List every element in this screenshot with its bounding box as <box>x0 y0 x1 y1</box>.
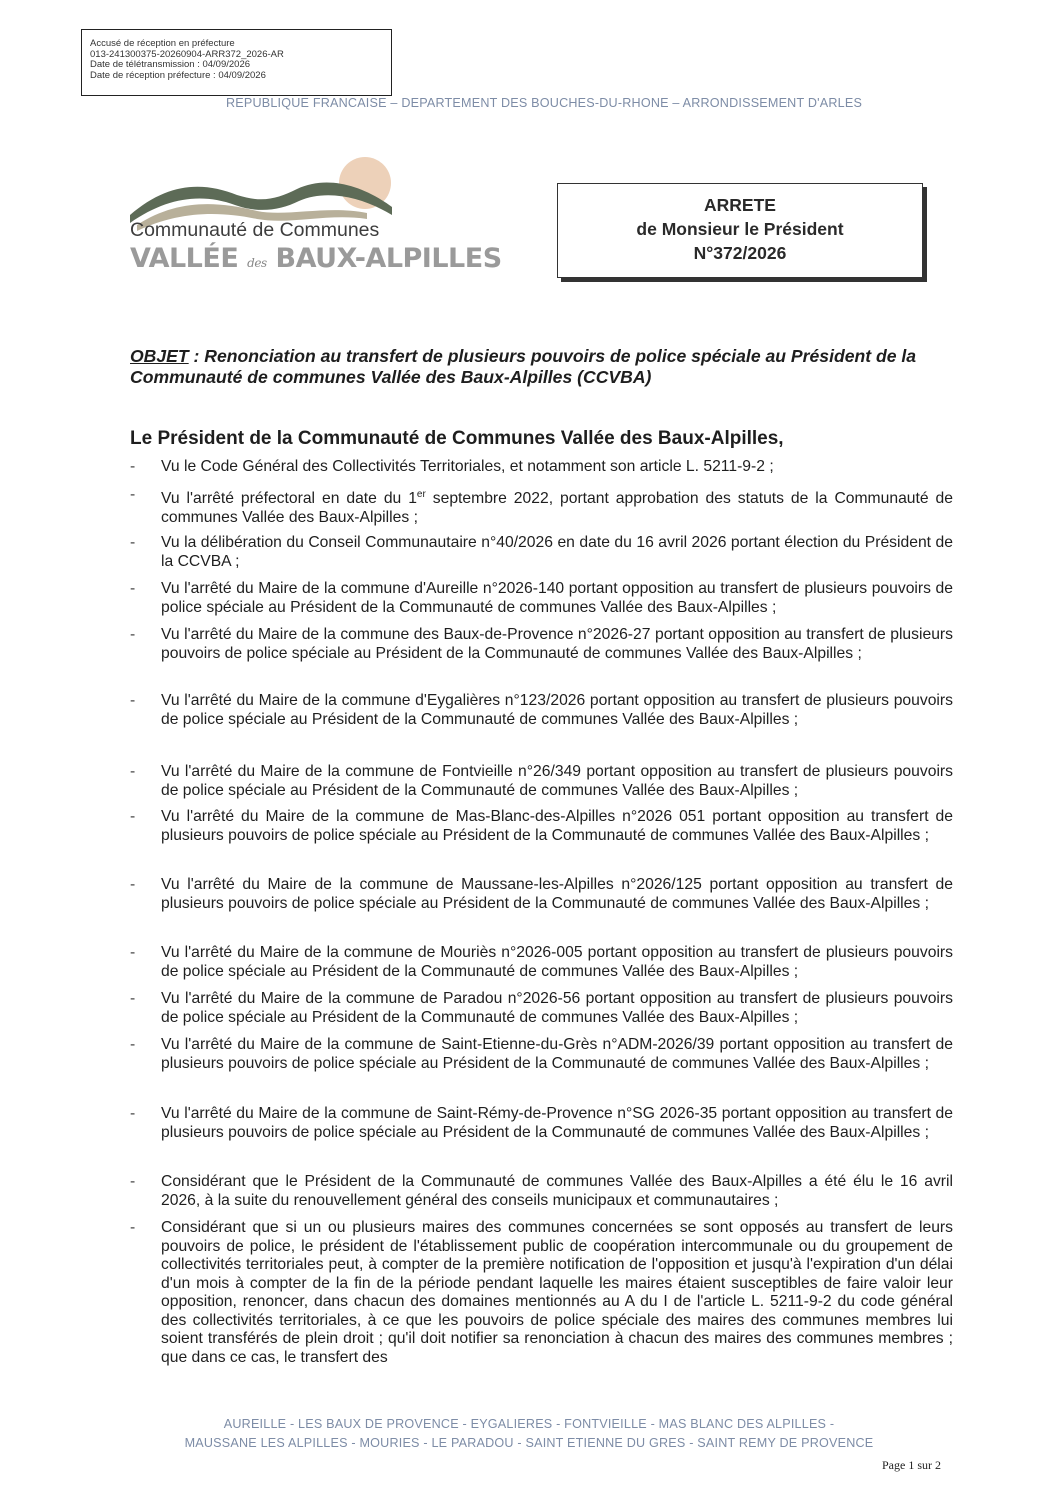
list-item <box>130 808 953 845</box>
list-item-text: Vu l'arrêté du Maire de la commune d'Eygalières n°123/2026 portant opposition au transfert de plusieurs pouvoirs de police spéciale au Président de la Communauté de communes Vallée des Baux-Alpilles ; <box>161 692 953 728</box>
list-item-text: Vu l'arrêté du Maire de la commune de Maussane-les-Alpilles n°2026/125 portant opposition au transfert de plusieurs pouvoirs de police spéciale au Président de la Communauté de communes Vallée des Baux-Alpilles ; <box>161 876 953 912</box>
stamp-line: Accusé de réception en préfecture <box>90 38 235 49</box>
list-item <box>130 1036 953 1073</box>
list-item-text: Considérant que le Président de la Communauté de communes Vallée des Baux-Alpilles a été élu le 16 avril 2026, à la suite du renouvellement général des conseils municipaux et communautaires ; <box>161 1173 953 1209</box>
list-item-text: Considérant que si un ou plusieurs maires des communes concernées se sont opposés au transfert de leurs pouvoirs de police, le président de l'établissement public de coopération intercommunale ou du groupement de collectivités territoriales peut, à compter de la première notification de l'opposition et jusqu'à l'expiration d'un délai d'un mois à compter de la fin de la période pendant laquelle les maires étaient susceptibles de faire valoir leur opposition, renoncer, dans chacun des domaines mentionnés au A du I de l'article L. 5211-9-2 du code général des collectivités territoriales, à ce que les pouvoirs de police spéciale des maires des communes membres lui soient transférés de plein droit ; qu'il doit notifier sa renonciation à chacun des maires des communes membres ; que dans ce cas, le transfert des <box>161 1219 953 1366</box>
list-item <box>130 763 953 800</box>
list-dash: - <box>130 876 136 893</box>
list-item-text: Vu l'arrêté du Maire de la commune de Saint-Etienne-du-Grès n°ADM-2026/39 portant opposition au transfert de plusieurs pouvoirs de police spéciale au Président de la Communauté de communes Vallée des Baux-Alpilles ; <box>161 1036 953 1072</box>
list-item <box>130 458 953 477</box>
list-item <box>130 486 953 527</box>
list-item <box>130 1219 953 1367</box>
list-item <box>130 580 953 617</box>
list-dash: - <box>130 534 136 551</box>
stamp-line: 013-241300375-20260904-ARR372_2026-AR <box>90 48 284 60</box>
list-item-text: Vu la délibération du Conseil Communautaire n°40/2026 en date du 16 avril 2026 portant élection du Président de la CCVBA ; <box>161 534 953 570</box>
list-dash: - <box>130 1173 136 1190</box>
list-item-text: Vu l'arrêté du Maire de la commune de Mouriès n°2026-005 portant opposition au transfert de plusieurs pouvoirs de police spéciale au Président de la Communauté de communes Vallée des Baux-Alpilles ; <box>161 944 953 980</box>
footer-communes-line-1: AUREILLE - LES BAUX DE PROVENCE - EYGALIERES - FONTVIEILLE - MAS BLANC DES ALPILLES - <box>223 1417 835 1431</box>
logo-title-right: BAUX-ALPILLES <box>275 243 502 274</box>
page-number: Page 1 sur 2 <box>882 1458 941 1472</box>
list-item <box>130 944 953 981</box>
list-item-text: Vu l'arrêté du Maire de la commune de Mas-Blanc-des-Alpilles n°2026 051 portant opposition au transfert de plusieurs pouvoirs de police spéciale au Président de la Communauté de communes Vallée des Baux-Alpilles ; <box>161 808 953 844</box>
list-dash: - <box>130 944 136 961</box>
footer-communes-line-2: MAUSSANE LES ALPILLES - MOURIES - LE PARADOU - SAINT ETIENNE DU GRES - SAINT REMY DE PROVENCE <box>184 1436 874 1450</box>
list-dash: - <box>130 1036 136 1053</box>
logo-name: Communauté de Communes <box>130 219 380 241</box>
list-item-sup: er <box>416 489 426 500</box>
list-item-text: Vu le Code Général des Collectivités Territoriales, et notamment son article L. 5211-9-2 ; <box>161 458 774 475</box>
list-item-text: Vu l'arrêté du Maire de la commune de Saint-Rémy-de-Provence n°SG 2026-35 portant opposition au transfert de plusieurs pouvoirs de police spéciale au Président de la Communauté de communes Vallée des Baux-Alpilles ; <box>161 1105 953 1141</box>
arrete-subtitle: de Monsieur le Président <box>636 219 844 239</box>
list-dash: - <box>130 580 136 597</box>
president-heading: Le Président de la Communauté de Communes Vallée des Baux-Alpilles, <box>130 428 784 449</box>
list-dash: - <box>130 486 136 503</box>
list-dash: - <box>130 1219 136 1236</box>
objet-paragraph <box>130 346 962 388</box>
list-item <box>130 1173 953 1210</box>
list-item-text: Vu l'arrêté du Maire de la commune d'Aureille n°2026-140 portant opposition au transfert de plusieurs pouvoirs de police spéciale au Président de la Communauté de communes Vallée des Baux-Alpilles ; <box>161 580 953 616</box>
list-dash: - <box>130 1105 136 1122</box>
logo-title <box>130 243 502 274</box>
republic-header: REPUBLIQUE FRANCAISE – DEPARTEMENT DES BOUCHES-DU-RHONE – ARRONDISSEMENT D'ARLES <box>225 96 863 110</box>
list-dash: - <box>130 692 136 709</box>
arrete-title: ARRETE <box>704 195 776 215</box>
list-item <box>130 1105 953 1142</box>
list-item <box>130 876 953 913</box>
stamp-line: Date de télétransmission : 04/09/2026 <box>90 59 251 70</box>
list-item <box>130 534 953 571</box>
list-item <box>130 990 953 1027</box>
arrete-title-box <box>557 183 923 278</box>
objet-text: : Renonciation au transfert de plusieurs pouvoirs de police spéciale au Président de la Communauté de communes Vallée des Baux-Alpilles (CCVBA) <box>130 346 917 387</box>
list-dash: - <box>130 626 136 643</box>
list-item-text: Vu l'arrêté du Maire de la commune de Fontvieille n°26/349 portant opposition au transfert de plusieurs pouvoirs de police spéciale au Président de la Communauté de communes Vallée des Baux-Alpilles ; <box>161 763 953 799</box>
list-dash: - <box>130 808 136 825</box>
prefecture-stamp <box>81 29 392 96</box>
list-item <box>130 692 953 729</box>
objet-label: OBJET <box>130 346 189 366</box>
arrete-number: N°372/2026 <box>693 243 787 263</box>
logo-title-des: des <box>247 256 267 270</box>
list-dash: - <box>130 990 136 1007</box>
logo-title-left: VALLÉE <box>130 243 239 274</box>
list-item-text: Vu l'arrêté du Maire de la commune des Baux-de-Provence n°2026-27 portant opposition au transfert de plusieurs pouvoirs de police spéciale au Président de la Communauté de communes Vallée des Baux-Alpilles ; <box>161 626 953 662</box>
list-item-text: Vu l'arrêté du Maire de la commune de Paradou n°2026-56 portant opposition au transfert de plusieurs pouvoirs de police spéciale au Président de la Communauté de communes Vallée des Baux-Alpilles ; <box>161 990 953 1026</box>
list-item-text: Vu l'arrêté préfectoral en date du 1 <box>161 490 417 508</box>
list-item <box>130 626 953 663</box>
list-dash: - <box>130 458 136 475</box>
stamp-line: Date de réception préfecture : 04/09/2026 <box>90 69 266 81</box>
list-item-text: septembre 2022, portant approbation des statuts de la Communauté de communes Vallée des Baux-Alpilles ; <box>161 490 953 526</box>
list-dash: - <box>130 763 136 780</box>
